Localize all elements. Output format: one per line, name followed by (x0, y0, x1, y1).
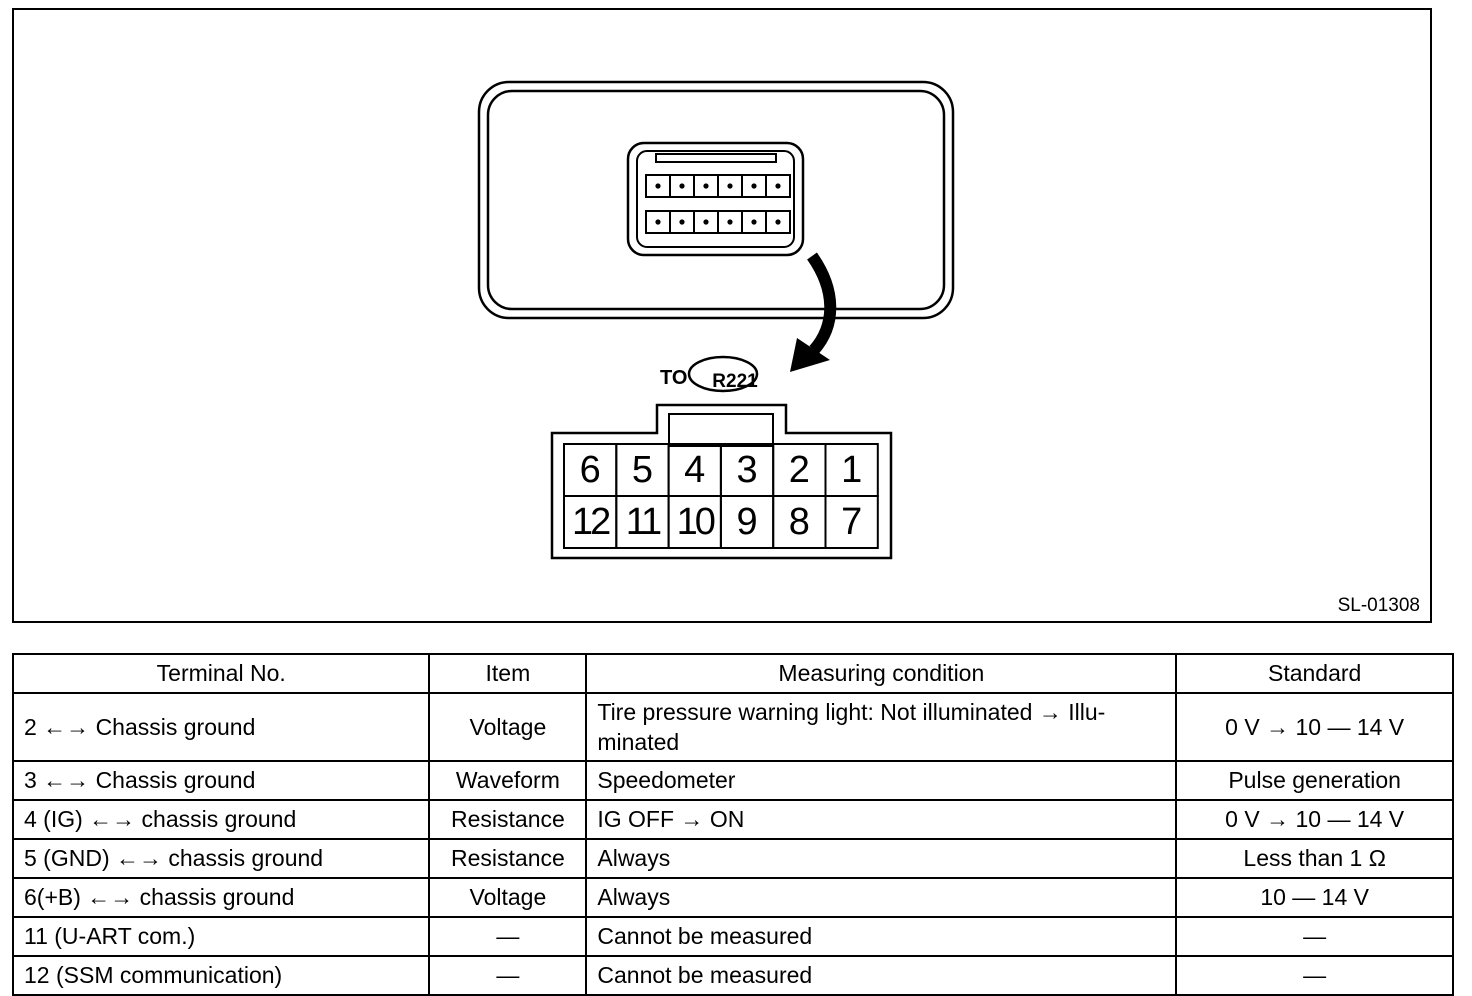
figure-code: SL-01308 (1337, 595, 1420, 616)
standard-cell: 10 — 14 V (1176, 878, 1453, 917)
standard-cell: Less than 1 Ω (1176, 839, 1453, 878)
pin-number: 10 (676, 501, 713, 543)
condition-cell: Always (586, 839, 1176, 878)
socket-latch (656, 154, 776, 162)
table-row (13, 917, 1453, 956)
table-row (13, 693, 1453, 761)
table-row (13, 878, 1453, 917)
table-row (13, 839, 1453, 878)
standard-cell: — (1176, 956, 1453, 995)
item-cell: Voltage (429, 693, 586, 761)
terminal-cell: 2 ←→ Chassis ground (13, 693, 429, 761)
condition-cell: Cannot be measured (586, 917, 1176, 956)
pin-number: 8 (788, 501, 810, 543)
item-cell: Voltage (429, 878, 586, 917)
terminal-cell: 3 ←→ Chassis ground (13, 761, 429, 800)
socket-pin-dot (775, 183, 780, 188)
pin-number: 11 (625, 501, 660, 543)
pin-number: 12 (572, 501, 609, 543)
header-standard: Standard (1176, 654, 1453, 693)
pin-number: 6 (579, 449, 601, 491)
socket-pin-dot (727, 219, 732, 224)
header-terminal: Terminal No. (13, 654, 429, 693)
unit-housing-inner (488, 91, 944, 309)
pin-number: 9 (736, 501, 758, 543)
connector-figure (12, 8, 1432, 623)
standard-cell: — (1176, 917, 1453, 956)
pin-number: 2 (788, 449, 810, 491)
pin-number: 1 (841, 449, 863, 491)
table-row (13, 956, 1453, 995)
standard-cell: Pulse generation (1176, 761, 1453, 800)
pin-number: 5 (631, 449, 654, 491)
unit-housing-outer (479, 82, 953, 318)
condition-cell: Tire pressure warning light: Not illuminated → Illu- minated (586, 693, 1176, 761)
terminal-cell: 11 (U-ART com.) (13, 917, 429, 956)
socket-pin-dot (703, 219, 708, 224)
standard-cell: 0 V → 10 — 14 V (1176, 693, 1453, 761)
socket-pin-dot (751, 219, 756, 224)
item-cell: Waveform (429, 761, 586, 800)
pin-number: 3 (736, 449, 758, 491)
socket-pin-dot (655, 183, 660, 188)
socket-pin-dot (703, 183, 708, 188)
harness-connector-key (669, 414, 773, 446)
socket-pin-dot (679, 219, 684, 224)
spec-table (12, 653, 1454, 996)
to-label: TO (660, 367, 688, 389)
condition-cell: Speedometer (586, 761, 1176, 800)
standard-cell: 0 V → 10 — 14 V (1176, 800, 1453, 839)
table-row (13, 761, 1453, 800)
socket-pin-dot (751, 183, 756, 188)
terminal-cell: 4 (IG) ←→ chassis ground (13, 800, 429, 839)
item-cell: Resistance (429, 800, 586, 839)
terminal-cell: 5 (GND) ←→ chassis ground (13, 839, 429, 878)
socket-pin-dot (775, 219, 780, 224)
socket-pin-dot (727, 183, 732, 188)
socket-pin-dot (655, 219, 660, 224)
item-cell: — (429, 956, 586, 995)
socket-pin-grid (646, 175, 790, 233)
table-row (13, 800, 1453, 839)
terminal-cell: 12 (SSM communication) (13, 956, 429, 995)
connector-id: R221 (712, 371, 758, 392)
header-condition: Measuring condition (586, 654, 1176, 693)
header-item: Item (429, 654, 586, 693)
condition-cell: IG OFF → ON (586, 800, 1176, 839)
condition-cell: Always (586, 878, 1176, 917)
pin-number: 7 (841, 501, 863, 543)
pin-number: 4 (684, 449, 706, 491)
item-cell: — (429, 917, 586, 956)
socket-pin-dot (679, 183, 684, 188)
item-cell: Resistance (429, 839, 586, 878)
table-header-row (13, 654, 1453, 693)
arrow-shaft (812, 256, 830, 350)
terminal-cell: 6(+B) ←→ chassis ground (13, 878, 429, 917)
condition-cell: Cannot be measured (586, 956, 1176, 995)
